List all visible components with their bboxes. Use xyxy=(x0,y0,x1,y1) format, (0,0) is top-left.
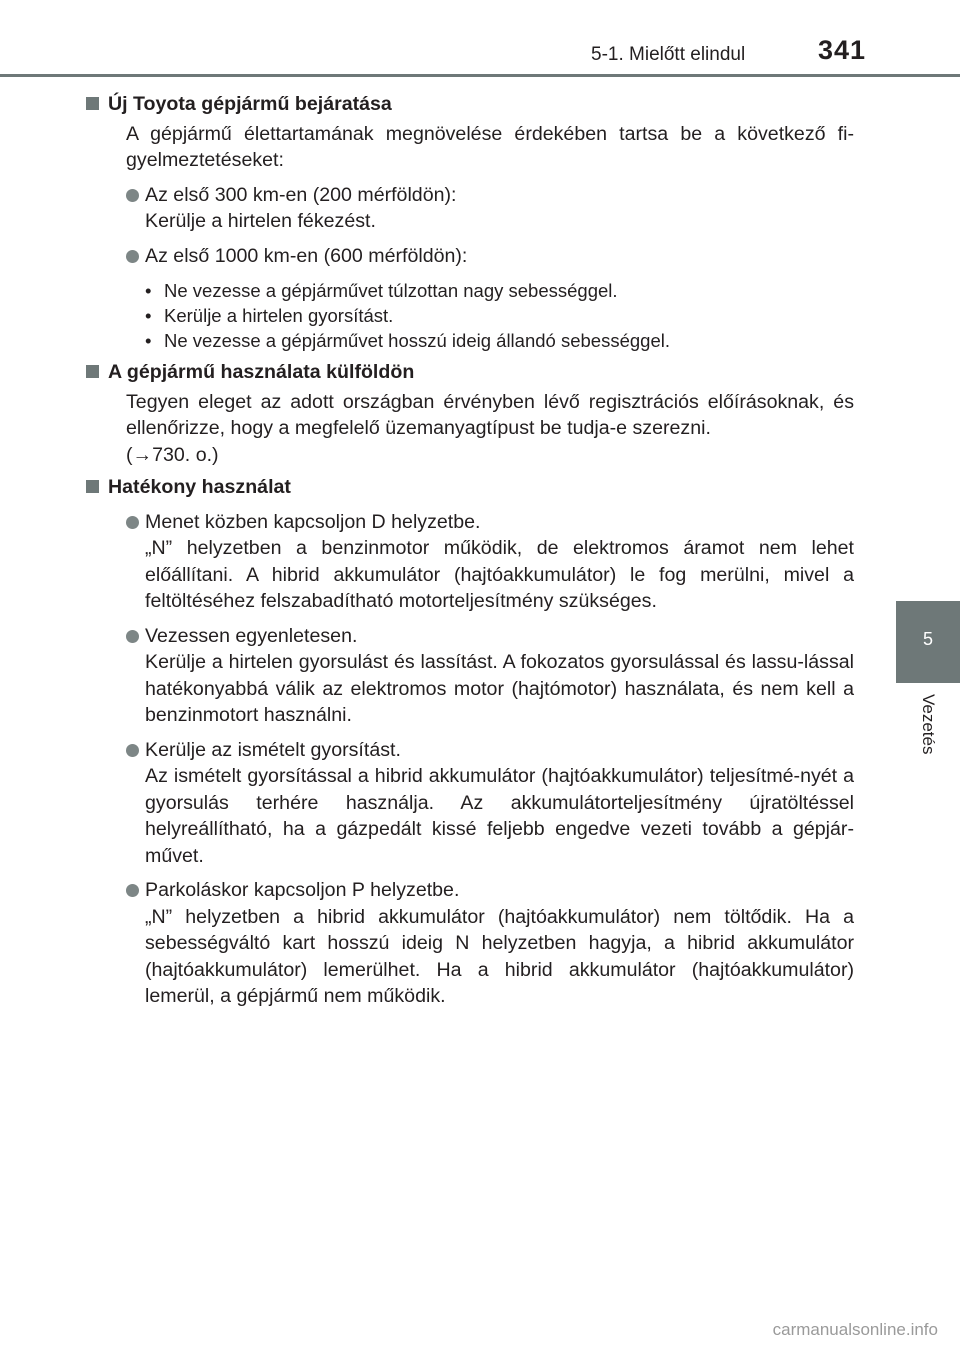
item-body: Kerülje a hirtelen fékezést. xyxy=(145,210,376,232)
item-body: Kerülje a hirtelen gyorsulást és lassítást. A fokozatos gyorsulással és lassu-lással hatékonyabbá válik az elektromos motor (hajtómotor) használata, és nem kell a benzinmotort használni. xyxy=(145,651,854,726)
square-bullet-icon xyxy=(86,97,99,110)
item-body: Az ismételt gyorsítással a hibrid akkumulátor (hajtóakkumulátor) teljesítmé-nyét a gyorsulás terhére használja. Az akkumulátorteljesítmény újratöltéssel helyreállítható, ha a gázpedált kissé feljebb engedve vezeti tovább a gépjár-művet. xyxy=(145,765,854,867)
section-efficient-use xyxy=(108,474,854,1010)
item-heading: Az első 1000 km-en (600 mérföldön): xyxy=(145,244,468,267)
chapter-label-text: Vezetés xyxy=(919,694,938,755)
circle-bullet-icon xyxy=(126,630,139,643)
square-bullet-icon xyxy=(86,365,99,378)
section-break-in xyxy=(108,91,854,353)
circle-bullet-icon xyxy=(126,189,139,202)
item-heading: Parkoláskor kapcsoljon P helyzetbe. xyxy=(145,879,460,901)
sub-bullet: • Ne vezesse a gépjárművet túlzottan nagy sebességgel. xyxy=(145,278,854,303)
page-header xyxy=(0,0,960,80)
header-divider xyxy=(0,74,960,77)
item-heading: Kerülje az ismételt gyorsítást. xyxy=(145,738,401,761)
circle-bullet-icon xyxy=(126,744,139,757)
chapter-tab xyxy=(896,601,960,683)
section-title-text: Új Toyota gépjármű bejáratása xyxy=(108,93,392,115)
sub-bullet-list xyxy=(145,278,854,353)
item-body: „N” helyzetben a benzinmotor működik, de elektromos áramot nem lehet előállítani. A hibrid akkumulátor (hajtóakkumulátor) le fog merülni, mivel a feltöltéséhez felszabadítható motorteljesítmény szükséges. xyxy=(145,537,854,612)
item-heading: Menet közben kapcsoljon D helyzetbe. xyxy=(145,510,481,533)
list-item xyxy=(126,243,854,270)
section-intro: Tegyen eleget az adott országban érvényben lévő regisztrációs előírásoknak, és ellenőrizze, hogy a megfelelő üzemanyagtípust be tudja-e szerezni. xyxy=(126,390,854,439)
page-content xyxy=(108,91,854,1016)
list-item xyxy=(126,877,854,1010)
list-item xyxy=(126,182,854,235)
watermark: carmanualsonline.info xyxy=(772,1320,938,1339)
section-abroad xyxy=(108,359,854,468)
section-title xyxy=(86,474,854,501)
chapter-label xyxy=(916,694,940,774)
list-item xyxy=(126,737,854,870)
page-reference: (→730. o.) xyxy=(126,443,219,466)
list-item xyxy=(126,623,854,729)
section-heading: 5-1. Mielőtt elindul xyxy=(591,44,746,65)
item-heading: Vezessen egyenletesen. xyxy=(145,624,358,647)
square-bullet-icon xyxy=(86,480,99,493)
section-intro: A gépjármű élettartamának megnövelése érdekében tartsa be a következő fi-gyelmeztetéseket: xyxy=(126,122,854,171)
section-title xyxy=(86,91,854,118)
sub-bullet: • Ne vezesse a gépjárművet hosszú ideig állandó sebességgel. xyxy=(145,328,854,353)
chapter-number: 5 xyxy=(922,629,933,649)
circle-bullet-icon xyxy=(126,516,139,529)
section-title-text: A gépjármű használata külföldön xyxy=(108,361,415,383)
item-heading: Az első 300 km-en (200 mérföldön): xyxy=(145,183,457,206)
circle-bullet-icon xyxy=(126,250,139,263)
sub-bullet: • Kerülje a hirtelen gyorsítást. xyxy=(145,303,854,328)
section-title-text: Hatékony használat xyxy=(108,476,291,498)
page-number: 341 xyxy=(818,35,867,65)
list-item xyxy=(126,509,854,615)
circle-bullet-icon xyxy=(126,884,139,897)
section-title xyxy=(86,359,854,386)
item-body: „N” helyzetben a hibrid akkumulátor (hajtóakkumulátor) nem töltődik. Ha a sebességváltó kart hosszú ideig N helyzetben hagyja, a hibrid akkumulátor (hajtóakkumulátor) lemerülhet. Ha a hibrid akkumulátor (hajtóakkumulátor) lemerül, a gépjármű nem működik. xyxy=(145,905,854,1007)
